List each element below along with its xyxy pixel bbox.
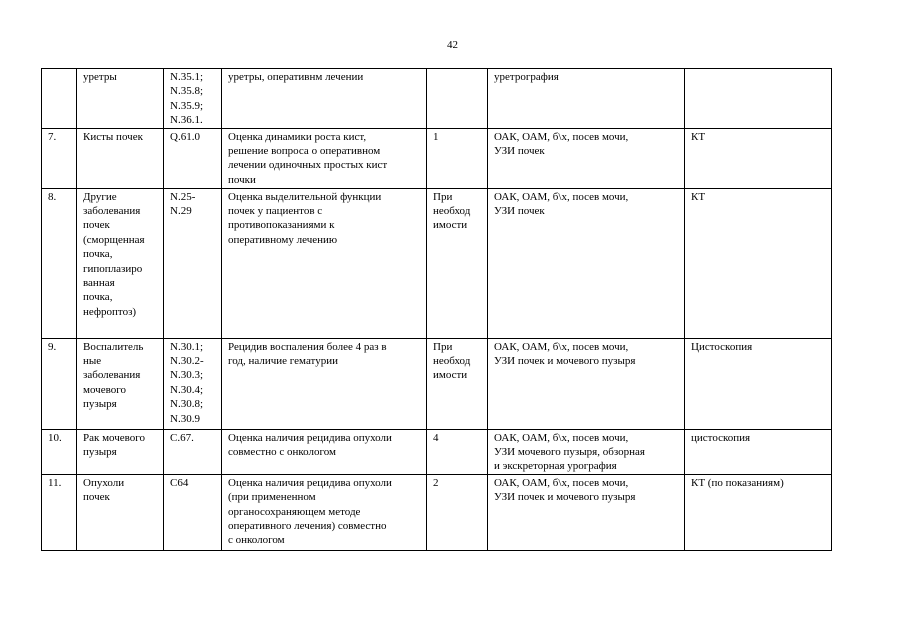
exams-cell: ОАК, ОАМ, б\х, посев мочи, УЗИ мочевого пузыря, обзорная и экскреторная урография	[488, 429, 685, 474]
frequency-cell: При необход имости	[427, 188, 488, 338]
icd-code-cell: N.30.1; N.30.2- N.30.3; N.30.4; N.30.8; N.30.9	[164, 338, 222, 429]
purpose-cell: Оценка выделительной функции почек у пациентов с противопоказаниями к оперативному лечению	[222, 188, 427, 338]
table-row	[42, 69, 832, 129]
disease-cell: Воспалитель ные заболевания мочевого пузыря	[77, 338, 164, 429]
icd-code-cell: С64	[164, 474, 222, 550]
extra-exams-cell: КТ	[685, 188, 832, 338]
row-number-cell	[42, 69, 77, 129]
row-number-cell: 7.	[42, 128, 77, 188]
frequency-cell: При необход имости	[427, 338, 488, 429]
exams-cell: ОАК, ОАМ, б\х, посев мочи, УЗИ почек	[488, 128, 685, 188]
icd-code-cell: N.25- N.29	[164, 188, 222, 338]
exams-cell: ОАК, ОАМ, б\х, посев мочи, УЗИ почек	[488, 188, 685, 338]
page-number: 42	[447, 39, 458, 51]
table-row	[42, 188, 832, 338]
row-number-cell: 8.	[42, 188, 77, 338]
table-row	[42, 429, 832, 474]
purpose-cell: Оценка наличия рецидива опухоли (при примененном органосохраняющем методе оперативного лечения) совместно с онкологом	[222, 474, 427, 550]
table-row	[42, 474, 832, 550]
extra-exams-cell: цистоскопия	[685, 429, 832, 474]
extra-exams-cell: КТ (по показаниям)	[685, 474, 832, 550]
disease-cell: Кисты почек	[77, 128, 164, 188]
exams-cell: уретрография	[488, 69, 685, 129]
disease-cell: уретры	[77, 69, 164, 129]
extra-exams-cell	[685, 69, 832, 129]
extra-exams-cell: Цистоскопия	[685, 338, 832, 429]
dispensary-table	[41, 68, 832, 551]
frequency-cell: 2	[427, 474, 488, 550]
disease-cell: Рак мочевого пузыря	[77, 429, 164, 474]
exams-cell: ОАК, ОАМ, б\х, посев мочи, УЗИ почек и мочевого пузыря	[488, 338, 685, 429]
purpose-cell: Рецидив воспаления более 4 раз в год, наличие гематурии	[222, 338, 427, 429]
disease-cell: Другие заболевания почек (сморщенная почка, гипоплазиро ванная почка, нефроптоз)	[77, 188, 164, 338]
exams-cell: ОАК, ОАМ, б\х, посев мочи, УЗИ почек и мочевого пузыря	[488, 474, 685, 550]
purpose-cell: Оценка динамики роста кист, решение вопроса о оперативном лечении одиночных простых кист почки	[222, 128, 427, 188]
purpose-cell: Оценка наличия рецидива опухоли совместно с онкологом	[222, 429, 427, 474]
row-number-cell: 11.	[42, 474, 77, 550]
table-row	[42, 128, 832, 188]
extra-exams-cell: КТ	[685, 128, 832, 188]
frequency-cell: 4	[427, 429, 488, 474]
row-number-cell: 10.	[42, 429, 77, 474]
frequency-cell: 1	[427, 128, 488, 188]
icd-code-cell: Q.61.0	[164, 128, 222, 188]
table-row	[42, 338, 832, 429]
frequency-cell	[427, 69, 488, 129]
row-number-cell: 9.	[42, 338, 77, 429]
purpose-cell: уретры, оперативнм лечении	[222, 69, 427, 129]
icd-code-cell: N.35.1; N.35.8; N.35.9; N.36.1.	[164, 69, 222, 129]
disease-cell: Опухоли почек	[77, 474, 164, 550]
icd-code-cell: C.67.	[164, 429, 222, 474]
